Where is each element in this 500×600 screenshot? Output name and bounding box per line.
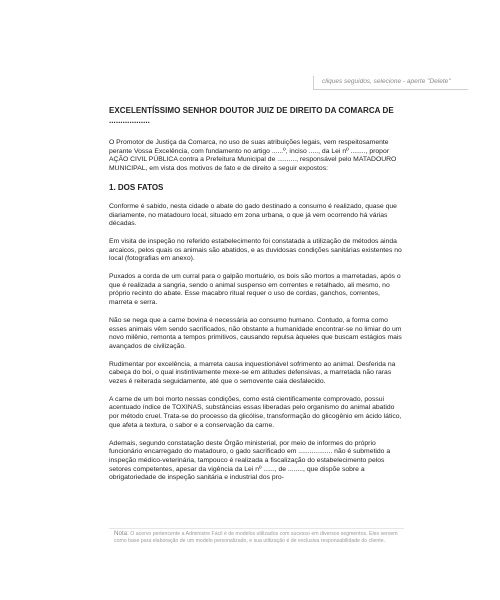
facts-paragraph: Não se nega que a carne bovina é necessária ao consumo humano. Contudo, a forma como esses animais vêm sendo sacrificados, não obstante a humanidade encontrar-se no limiar do um novo milênio, remonta a tempos primitivos, causando repulsa àqueles que buscam estágios mais avançados de civilização.: [109, 316, 402, 350]
intro-paragraph: O Promotor de Justiça da Comarca, no uso de suas atribuições legais, vem respeitosamente perante Vossa Excelência, com fundamento no artigo ......º, inciso ....., da Lei nº ........, propor AÇÃO CIVIL PÚBLICA contra a Prefeitura Municipal de .........., responsável pelo MATADOURO MUNICIPAL, em vista dos motivos de fato e de direito a seguir expostos:: [109, 139, 397, 173]
facts-paragraph: Rudimentar por excelência, a marreta causa inquestionável sofrimento ao animal. Desferida na cabeça do boi, o qual instintivamente mexe-se em atitudes defensivas, a marretada não raras vezes é reiterada seguidamente, até que o semovente caia desfalecido.: [109, 360, 396, 386]
facts-paragraph: A carne de um boi morto nessas condições, como está cientificamente comprovado, possui acentuado índice de TOXINAS, substâncias essas liberadas pelo organismo do animal abatido por método cruel. Trata-se do processo da glicólise, transformação do glicogênio em ácido lático, que afeta a textura, o sabor e a conservação da carne.: [109, 395, 402, 429]
document-heading: EXCELENTÍSSIMO SENHOR DOUTOR JUIZ DE DIREITO DA COMARCA DE ..................: [109, 106, 394, 125]
footer-note-label: Nota:: [114, 530, 129, 537]
delete-hint-note: [313, 76, 468, 90]
document-body: [109, 106, 402, 492]
facts-paragraph: Conforme é sabido, nesta cidade o abate do gado destinado a consumo é realizado, quase que diariamente, no matadouro local, situado em zona urbana, o que já vem ocorrendo há várias décadas.: [109, 202, 397, 228]
footer-divider: [109, 528, 404, 529]
section-title-facts: 1. DOS FATOS: [109, 182, 164, 192]
footer-note: [114, 531, 399, 544]
facts-paragraph: Em visita de inspeção no referido estabelecimento foi constatada a utilização de métodos ainda arcaicos, pelos quais os animais são abatidos, e as duvidosas condições sanitárias existentes no local (fotografias em anexo).: [109, 237, 402, 263]
facts-paragraph: Ademais, segundo constatação deste Órgão ministerial, por meio de informes do próprio funcionário encarregado do matadouro, o gado sacrificado em .................. não é submetido a inspeção médico-veterinária, tampouco é realizada a fiscalização do estabelecimento pelos setores competentes, apesar da vigência da Lei nº ......, de ........, que dispõe sobre a obrigatoriedade de inspeção sanitária e industrial dos pro-: [109, 439, 391, 482]
facts-paragraph: Puxados a corda de um curral para o galpão mortuário, os bois são mortos a marretadas, após o que é realizada a sangria, sendo o animal suspenso em correntes e retalhado, ali mesmo, no próprio recinto do abate. Esse macabro ritual requer o uso de cordas, ganchos, correntes, marreta e serra.: [109, 273, 401, 307]
delete-hint-text: cliques seguidos, selecione - aperte "Delete": [322, 78, 451, 85]
footer-note-text: O acervo pertencente a Administre Fácil é de modelos utilizados com sucesso em diversos segmentos. Eles servem como base para elaboração de um modelo personalizado, e sua utilização é de exclusiva responsabilidade do cliente.: [114, 531, 398, 544]
